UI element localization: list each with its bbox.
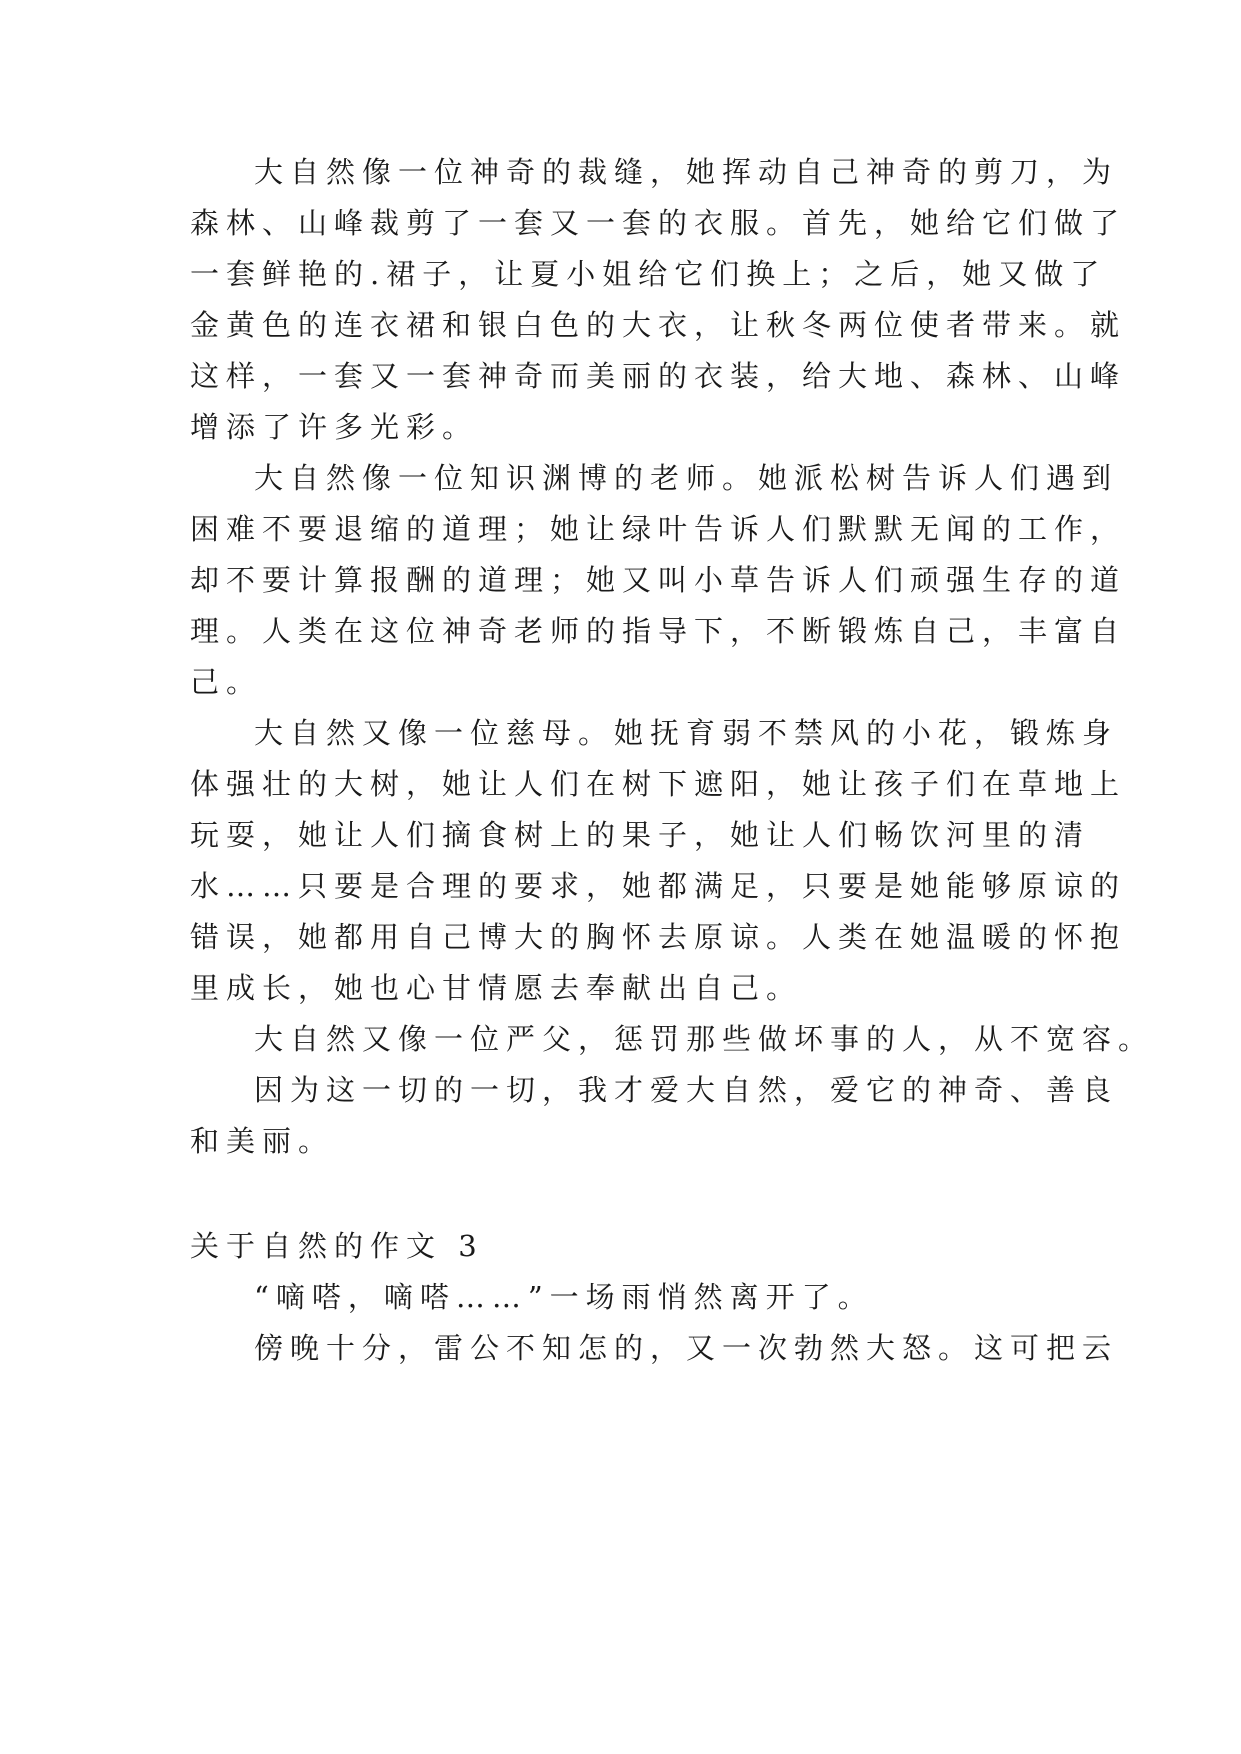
paragraph-3-line-2: 体强壮的大树，她让人们在树下遮阳，她让孩子们在草地上 <box>190 767 1127 801</box>
paragraph-3-line-1: 大自然又像一位慈母。她抚育弱不禁风的小花，锻炼身 <box>254 716 1119 750</box>
paragraph-1-line-4: 金黄色的连衣裙和银白色的大衣，让秋冬两位使者带来。就 <box>190 308 1127 342</box>
paragraph-5-line-1: 因为这一切的一切，我才爱大自然，爱它的神奇、善良 <box>254 1073 1119 1107</box>
paragraph-1-line-2: 森林、山峰裁剪了一套又一套的衣服。首先，她给它们做了 <box>190 206 1127 240</box>
paragraph-7-line-1: 傍晚十分，雷公不知怎的，又一次勃然大怒。这可把云 <box>254 1331 1119 1365</box>
paragraph-1-line-1: 大自然像一位神奇的裁缝，她挥动自己神奇的剪刀，为 <box>254 155 1119 189</box>
paragraph-3-line-4: 水……只要是合理的要求，她都满足，只要是她能够原谅的 <box>190 869 1127 903</box>
paragraph-5-line-2: 和美丽。 <box>190 1124 335 1158</box>
paragraph-2-line-1: 大自然像一位知识渊博的老师。她派松树告诉人们遇到 <box>254 461 1119 495</box>
paragraph-3-line-6: 里成长，她也心甘情愿去奉献出自己。 <box>190 971 803 1005</box>
paragraph-2-line-4: 理。人类在这位神奇老师的指导下，不断锻炼自己，丰富自 <box>190 614 1127 648</box>
paragraph-2-line-3: 却不要计算报酬的道理；她又叫小草告诉人们顽强生存的道 <box>190 563 1127 597</box>
paragraph-2-line-5: 己。 <box>190 665 263 699</box>
paragraph-1-line-5: 这样，一套又一套神奇而美丽的衣装，给大地、森林、山峰 <box>190 359 1127 393</box>
paragraph-6-line-1: “嘀嗒，嘀嗒……”一场雨悄然离开了。 <box>254 1280 874 1314</box>
paragraph-4-line-1: 大自然又像一位严父，惩罚那些做坏事的人，从不宽容。 <box>254 1022 1155 1056</box>
section-heading: 关于自然的作文 3 <box>190 1229 484 1263</box>
paragraph-3-line-3: 玩耍，她让人们摘食树上的果子，她让人们畅饮河里的清 <box>190 818 1091 852</box>
paragraph-2-line-2: 困难不要退缩的道理；她让绿叶告诉人们默默无闻的工作， <box>190 512 1127 546</box>
paragraph-3-line-5: 错误，她都用自己博大的胸怀去原谅。人类在她温暖的怀抱 <box>190 920 1127 954</box>
paragraph-1-line-6: 增添了许多光彩。 <box>190 410 479 444</box>
paragraph-1-line-3: 一套鲜艳的.裙子，让夏小姐给它们换上；之后，她又做了 <box>190 257 1107 291</box>
